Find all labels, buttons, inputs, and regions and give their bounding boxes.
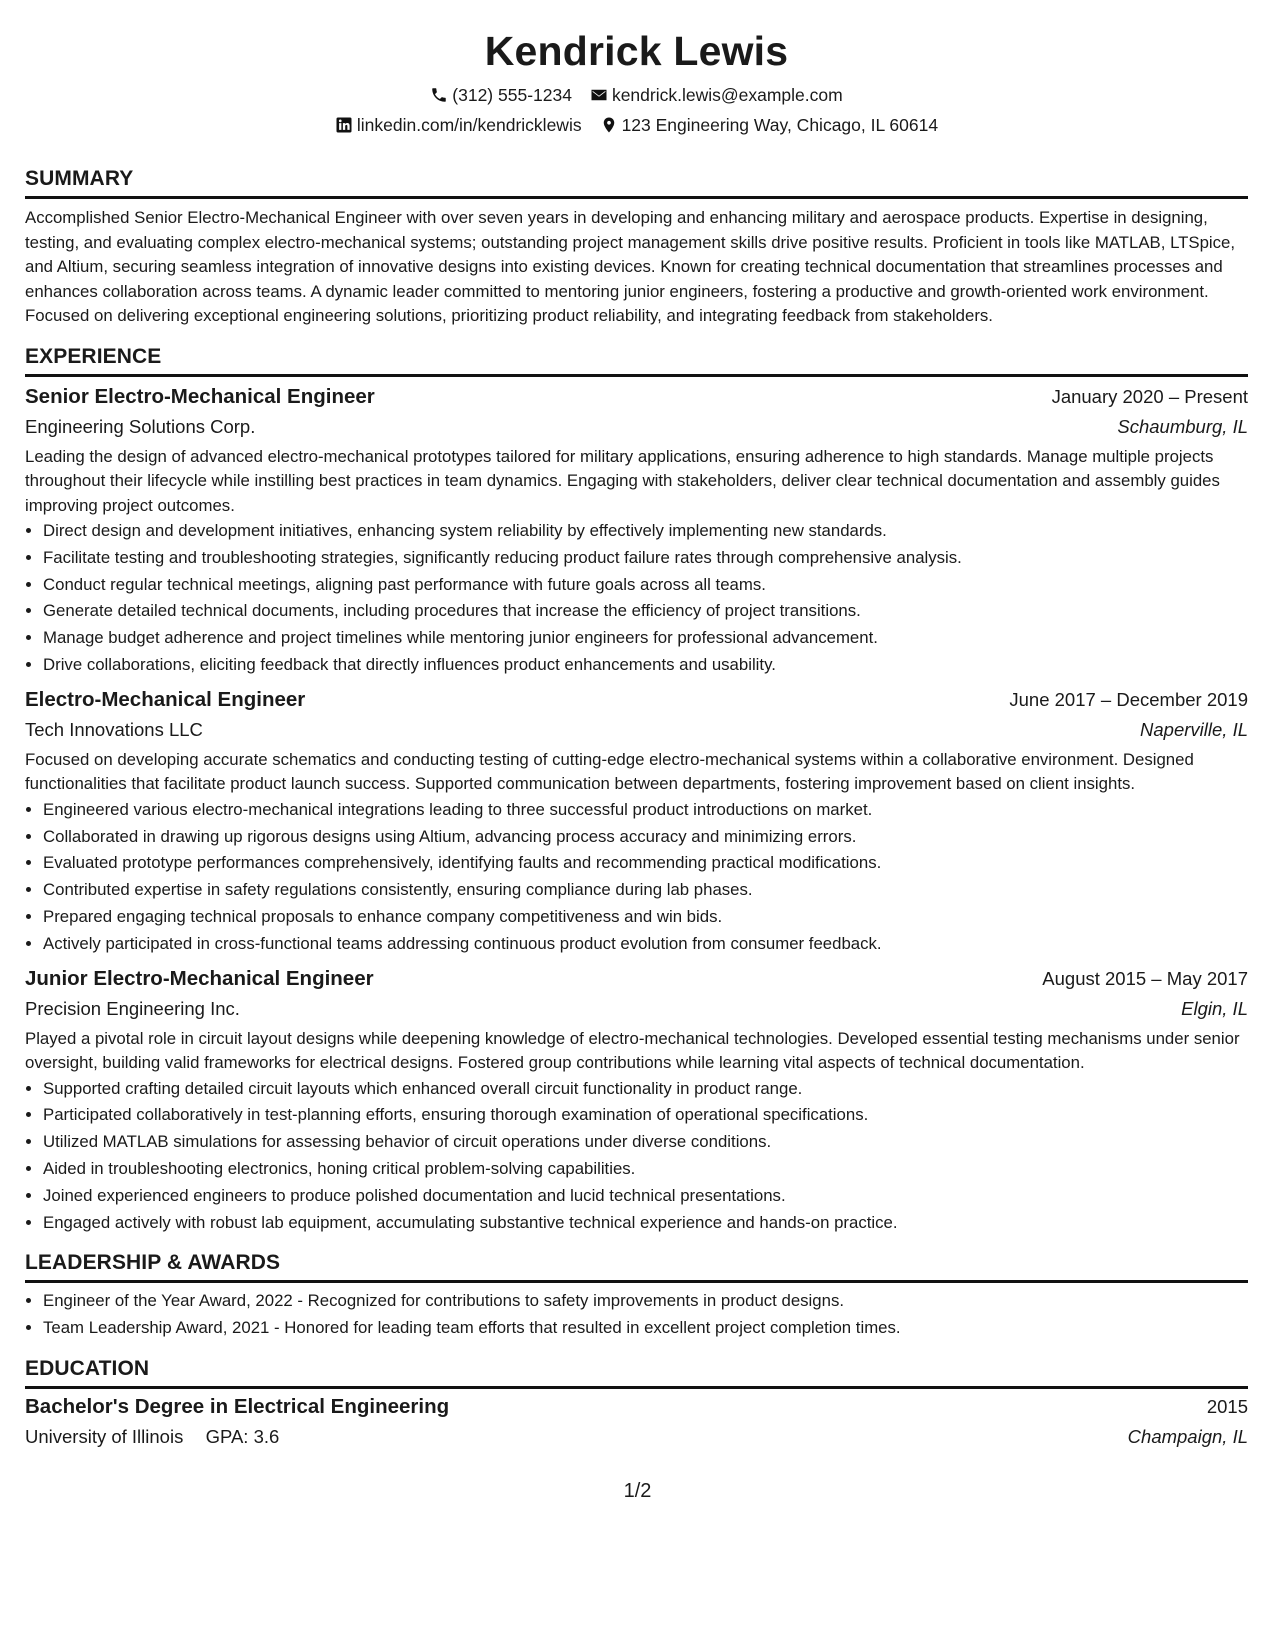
summary-text: Accomplished Senior Electro-Mechanical Engineer with over seven years in developing and enhancing military and aerospace products. Expertise in designing, testing, and evaluating complex electro-mechanical systems; outstanding project management skills drive positive results. Proficient in tools like MATLAB, LTSpice, and Altium, securing seamless integration of innovative designs into existing devices. Known for creating technical documentation that streamlines processes and enhances collaboration across teams. A dynamic leader committed to mentoring junior engineers, fostering a productive and growth-oriented work environment. Focused on delivering exceptional engineering solutions, prioritizing product reliability, and integrating feedback from stakeholders. [25, 208, 1236, 325]
job-description: Leading the design of advanced electro-mechanical prototypes tailored for military applications, ensuring adherence to high standards. Manage multiple projects throughout their lifecycle while instilling best practices in team dynamics. Engaging with stakeholders, deliver clear technical documentation and assembly guides improving project outcomes. [25, 446, 1220, 515]
list-item: • Direct design and development initiatives, enhancing system reliability by effectively implementing new standards. [43, 518, 1248, 545]
job-description: Focused on developing accurate schematics and conducting testing of cutting-edge electro-mechanical systems within a collaborative environment. Designed functionalities that facilitate product launch success. Supported communication between departments, fostering improvement based on client insights. [25, 749, 1194, 794]
list-item: • Contributed expertise in safety regulations consistently, ensuring compliance during lab phases. [43, 877, 1248, 904]
summary-heading: SUMMARY [25, 166, 1248, 199]
list-item: • Evaluated prototype performances comprehensively, identifying faults and recommending practical modifications. [43, 850, 1248, 877]
education-heading: EDUCATION [25, 1356, 1248, 1389]
job-dates: August 2015 – May 2017 [1042, 967, 1248, 989]
map-pin-icon [600, 116, 618, 134]
gpa: GPA: 3.6 [205, 1425, 280, 1447]
job-title: Electro-Mechanical Engineer [25, 687, 306, 711]
job-company: Engineering Solutions Corp. [25, 415, 256, 437]
job-company: Tech Innovations LLC [25, 718, 203, 740]
list-item: • Actively participated in cross-functional teams addressing continuous product evolution from consumer feedback. [43, 931, 1248, 958]
job-title: Junior Electro-Mechanical Engineer [25, 966, 374, 990]
resume-page [25, 0, 1248, 1452]
school-info [25, 1422, 279, 1452]
education-section [25, 1356, 1248, 1452]
list-item: • Team Leadership Award, 2021 - Honored for leading team efforts that resulted in excellent project completion times. [43, 1315, 1248, 1342]
list-item: • Engineered various electro-mechanical integrations leading to three successful product introductions on market. [43, 797, 1248, 824]
leadership-heading: LEADERSHIP & AWARDS [25, 1250, 1248, 1283]
list-item: • Utilized MATLAB simulations for assessing behavior of circuit operations under diverse conditions. [43, 1129, 1248, 1156]
job-company: Precision Engineering Inc. [25, 997, 240, 1019]
phone-text: (312) 555-1234 [452, 84, 572, 105]
list-item: • Manage budget adherence and project timelines while mentoring junior engineers for professional advancement. [43, 625, 1248, 652]
job-bullets [25, 797, 1248, 958]
job-entry [25, 685, 1248, 958]
award-list [25, 1288, 1248, 1342]
job-bullets [25, 518, 1248, 679]
list-item: • Joined experienced engineers to produce polished documentation and lucid technical presentations. [43, 1183, 1248, 1210]
address-text: 123 Engineering Way, Chicago, IL 60614 [621, 114, 939, 135]
job-location: Schaumburg, IL [1117, 415, 1248, 437]
job-description: Played a pivotal role in circuit layout designs while deepening knowledge of electro-mechanical technologies. Developed essential testing mechanisms under senior oversight, building valid frameworks for electrical designs. Fostered group contributions while learning vital aspects of technical documentation. [25, 1028, 1240, 1073]
linkedin-contact[interactable] [335, 115, 582, 136]
page-number: 1/2 [623, 1480, 652, 1502]
job-dates: June 2017 – December 2019 [1009, 688, 1248, 710]
email-contact[interactable] [590, 85, 843, 106]
address-contact [600, 115, 939, 136]
contact-row-2 [25, 110, 1248, 140]
phone-icon [430, 86, 448, 104]
linkedin-text: linkedin.com/in/kendricklewis [356, 114, 582, 135]
list-item: • Drive collaborations, eliciting feedback that directly influences product enhancements and usability. [43, 652, 1248, 679]
envelope-icon [590, 86, 608, 104]
email-text: kendrick.lewis@example.com [611, 84, 843, 105]
list-item: • Collaborated in drawing up rigorous designs using Altium, advancing process accuracy and minimizing errors. [43, 824, 1248, 851]
list-item: • Conduct regular technical meetings, aligning past performance with future goals across all teams. [43, 572, 1248, 599]
job-entry [25, 964, 1248, 1237]
linkedin-icon [335, 116, 353, 134]
list-item: • Generate detailed technical documents, including procedures that increase the efficiency of project transitions. [43, 598, 1248, 625]
list-item: • Supported crafting detailed circuit layouts which enhanced overall circuit functionality in product range. [43, 1076, 1248, 1103]
list-item: • Participated collaboratively in test-planning efforts, ensuring thorough examination of operational specifications. [43, 1102, 1248, 1129]
school-name: University of Illinois [25, 1425, 184, 1447]
list-item: • Engaged actively with robust lab equipment, accumulating substantive technical experience and hands-on practice. [43, 1210, 1248, 1237]
summary-section [25, 166, 1248, 329]
job-location: Naperville, IL [1140, 718, 1248, 740]
phone-contact [430, 85, 572, 106]
school-location: Champaign, IL [1127, 1425, 1248, 1447]
degree-title: Bachelor's Degree in Electrical Engineering [25, 1394, 450, 1418]
job-dates: January 2020 – Present [1051, 385, 1248, 407]
job-location: Elgin, IL [1181, 997, 1248, 1019]
graduation-year: 2015 [1206, 1395, 1248, 1417]
list-item: • Facilitate testing and troubleshooting strategies, significantly reducing product failure rates through comprehensive analysis. [43, 545, 1248, 572]
job-entry [25, 382, 1248, 679]
candidate-name: Kendrick Lewis [484, 28, 789, 74]
job-title: Senior Electro-Mechanical Engineer [25, 384, 375, 408]
experience-heading: EXPERIENCE [25, 344, 1248, 377]
job-bullets [25, 1076, 1248, 1237]
experience-section [25, 344, 1248, 1237]
leadership-section [25, 1250, 1248, 1342]
list-item: • Engineer of the Year Award, 2022 - Recognized for contributions to safety improvements in product designs. [43, 1288, 1248, 1315]
list-item: • Prepared engaging technical proposals to enhance company competitiveness and win bids. [43, 904, 1248, 931]
list-item: • Aided in troubleshooting electronics, honing critical problem-solving capabilities. [43, 1156, 1248, 1183]
contact-row-1 [25, 80, 1248, 110]
